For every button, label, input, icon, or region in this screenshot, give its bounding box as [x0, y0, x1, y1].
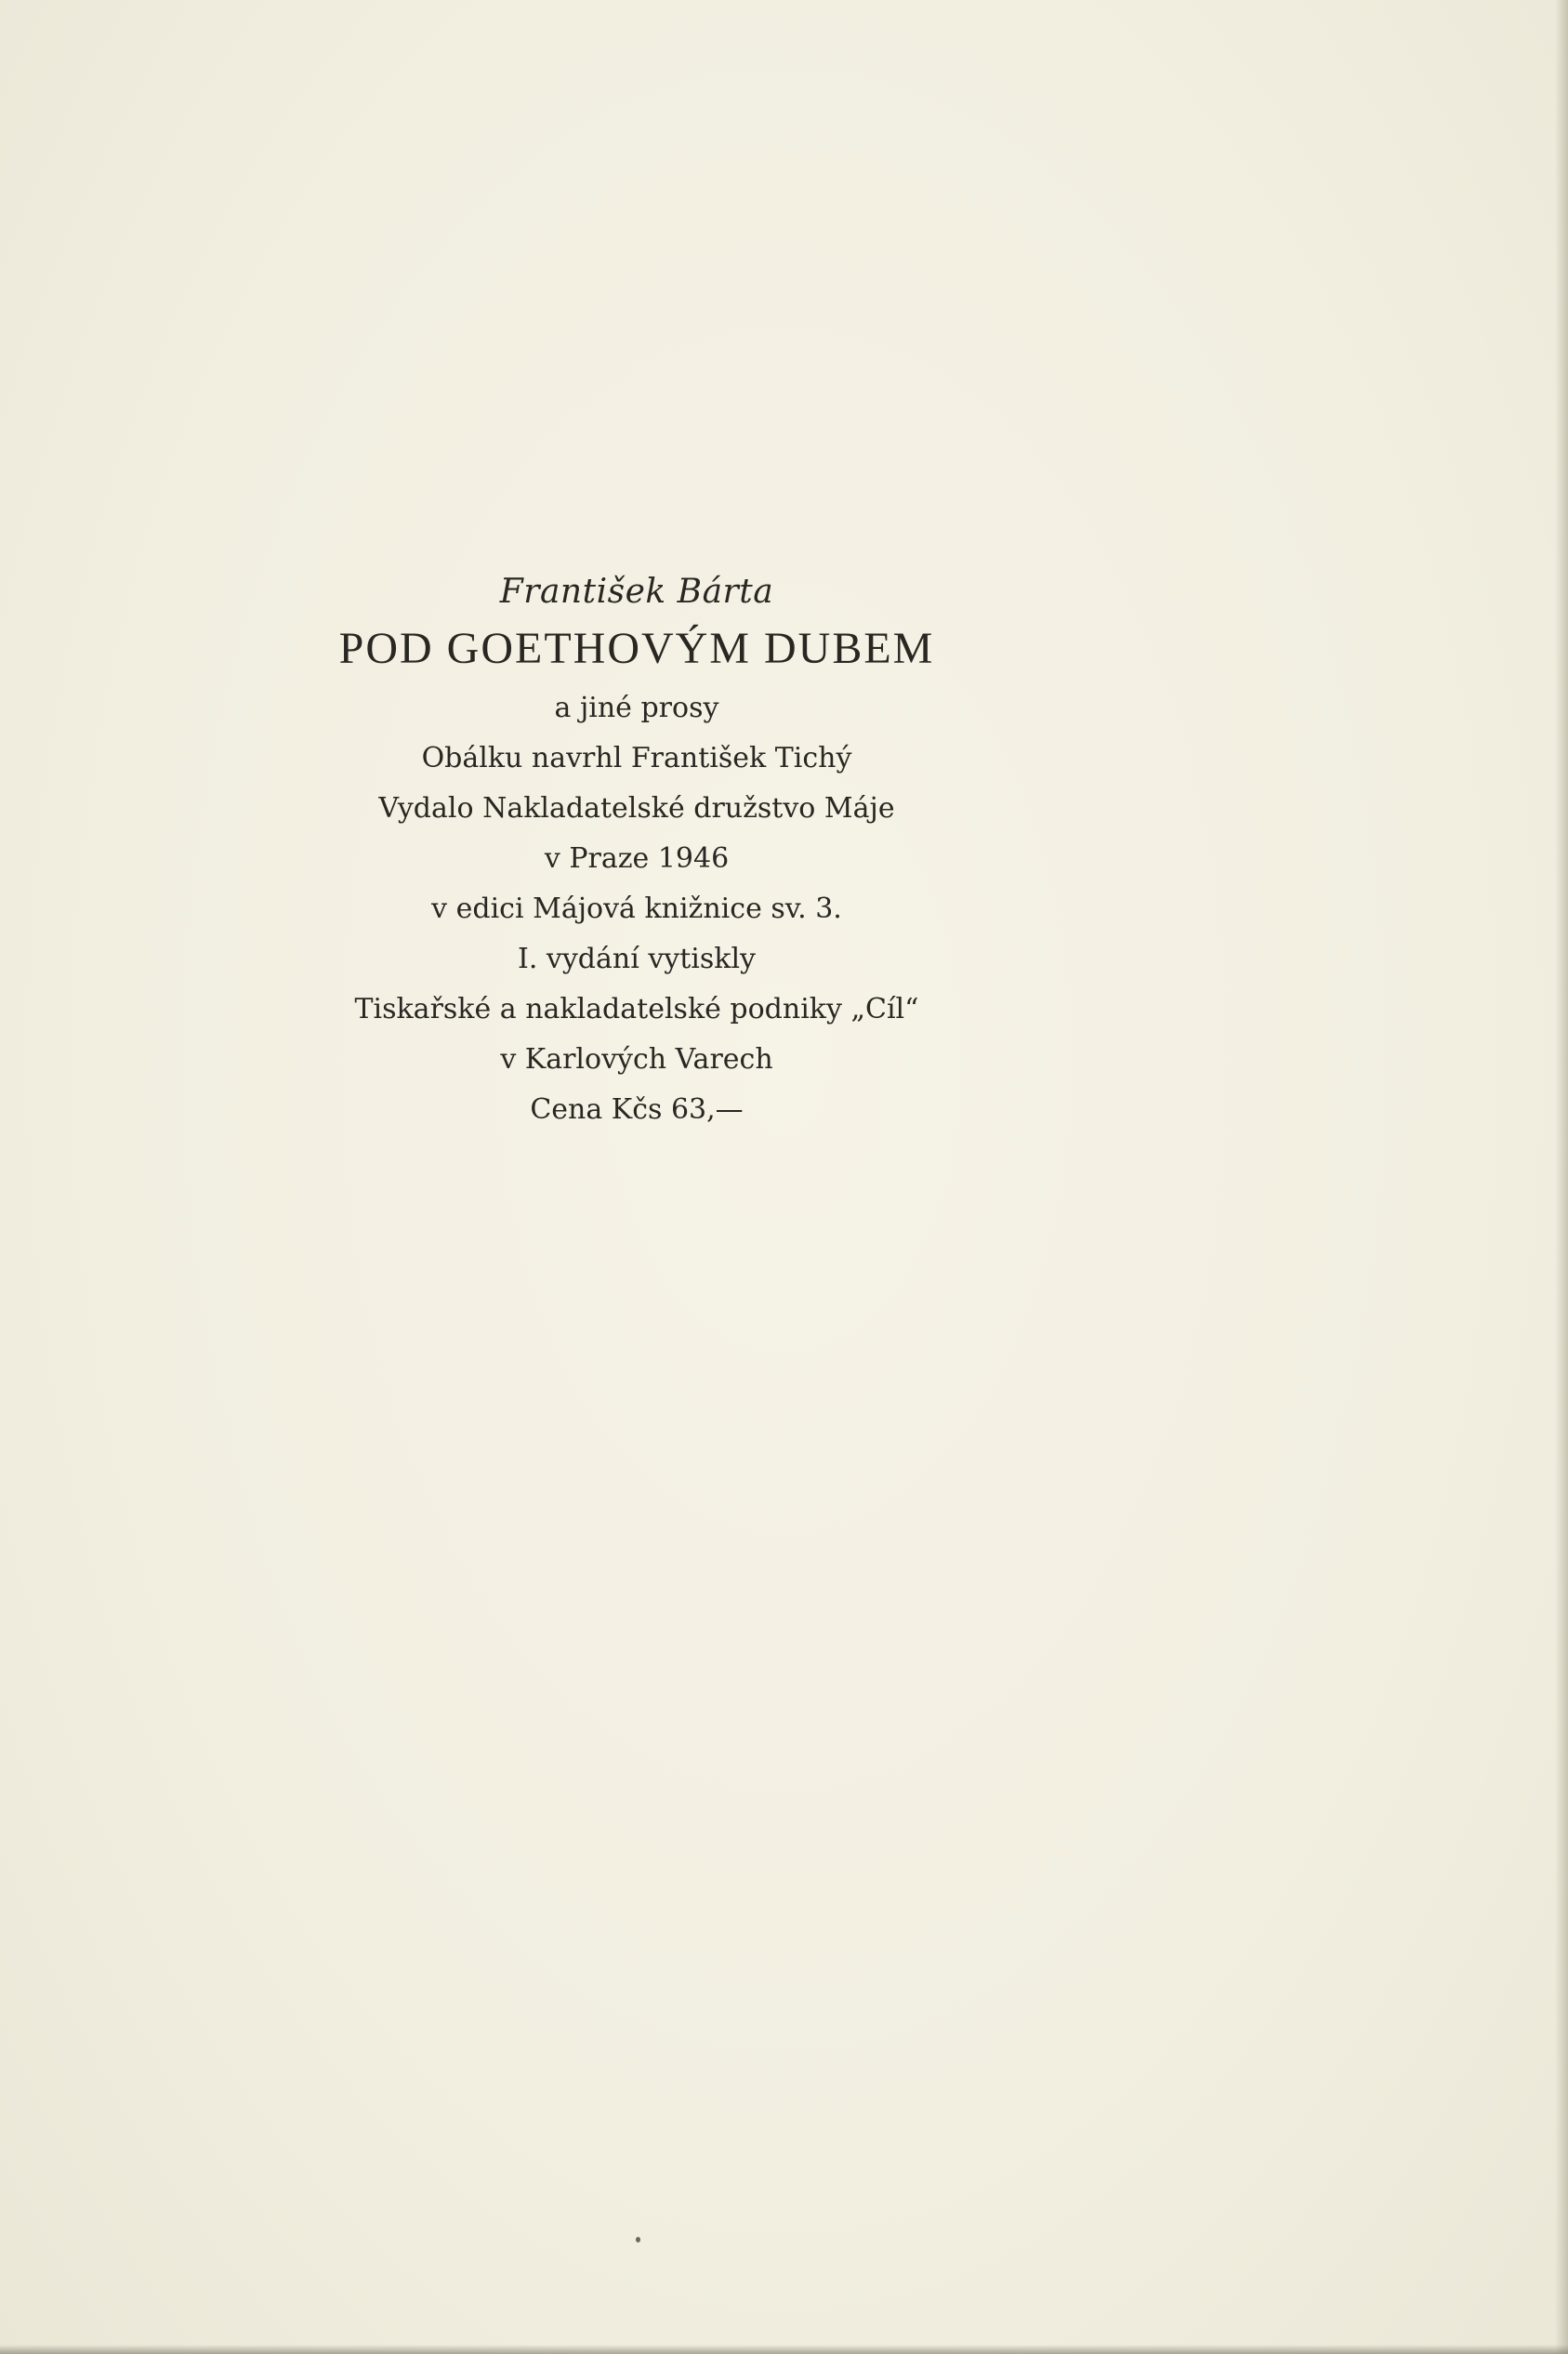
- edition: I. vydání vytiskly: [517, 943, 757, 975]
- page-edge-right: [1555, 0, 1568, 2354]
- series: v edici Májová knižnice sv. 3.: [431, 893, 842, 925]
- page-edge-bottom: [0, 2345, 1568, 2354]
- place-year: v Praze 1946: [544, 842, 730, 875]
- publisher: Vydalo Nakladatelské družstvo Máje: [378, 792, 895, 825]
- printer: Tiskařské a nakladatelské podniky „Cíl“: [354, 993, 919, 1025]
- author-name: František Bárta: [499, 573, 774, 611]
- paper-speck: [636, 2237, 640, 2242]
- book-title: POD GOETHOVÝM DUBEM: [338, 624, 935, 673]
- price: Cena Kčs 63,—: [530, 1093, 744, 1126]
- colophon: [0, 569, 1273, 1132]
- subtitle: a jiné prosy: [554, 692, 719, 724]
- cover-designer: Obálku navrhl František Tichý: [421, 742, 852, 774]
- printer-location: v Karlových Varech: [500, 1043, 773, 1076]
